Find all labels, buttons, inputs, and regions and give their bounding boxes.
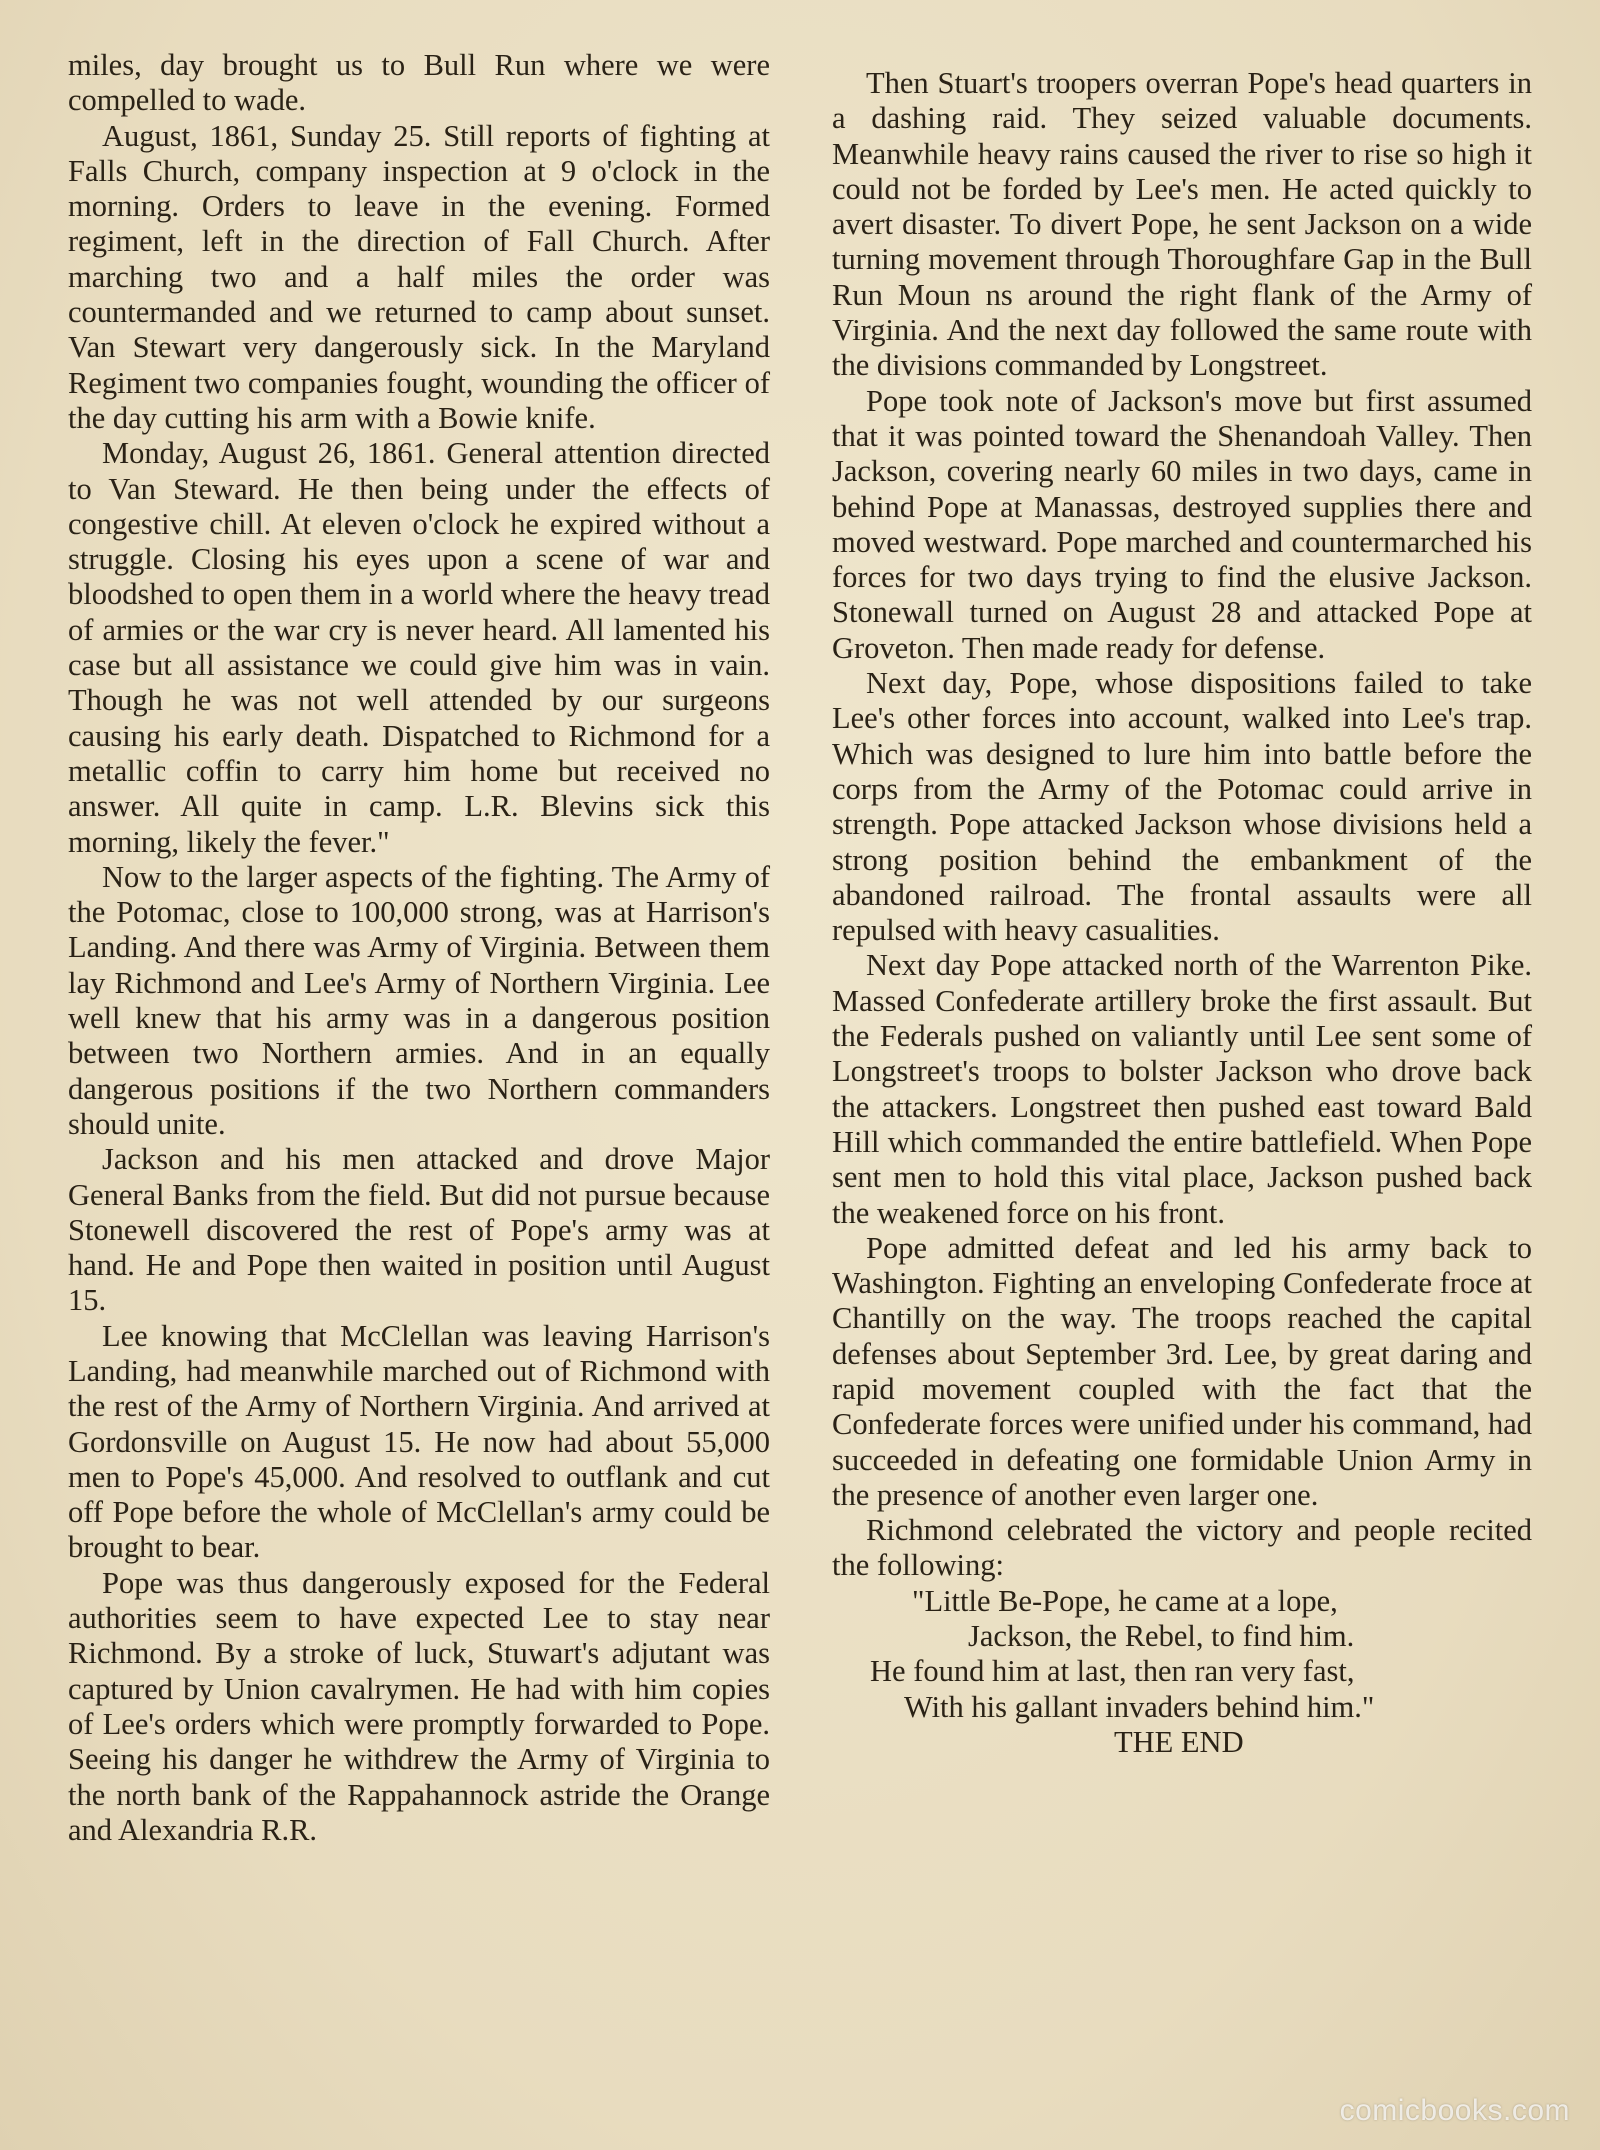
paragraph: Then Stuart's troopers overran Pope's head quarters in a dashing raid. They seized valuable documents. Meanwhile heavy rains caused the river to rise so high it could not be forded by Lee's men. He acted quickly to avert disaster. To divert Pope, he sent Jackson on a wide turning movement through Thoroughfare Gap in the Bull Run Moun ns around the right flank of the Army of Virginia. And the next day followed the same route with the divisions commanded by Longstreet. bbox=[832, 66, 1532, 383]
paragraph: Richmond celebrated the victory and people recited the following: bbox=[832, 1513, 1532, 1583]
paragraph: Lee knowing that McClellan was leaving Harrison's Landing, had meanwhile marched out of Richmond with the rest of the Army of Northern Virginia. And arrived at Gordonsville on August 15. He now had about 55,000 men to Pope's 45,000. And resolved to outflank and cut off Pope before the whole of McClellan's army could be brought to bear. bbox=[68, 1318, 770, 1565]
paragraph: August, 1861, Sunday 25. Still reports of fighting at Falls Church, company inspection at 9 o'clock in the morning. Orders to leave in the evening. Formed regiment, left in the direction of Fall Church. After marching two and a half miles the order was countermanded and we returned to camp about sunset. Van Stewart very dangerously sick. In the Maryland Regiment two companies fought, wounding the officer of the day cutting his arm with a Bowie knife. bbox=[68, 118, 770, 435]
verse-line: Jackson, the Rebel, to find him. bbox=[968, 1619, 1355, 1654]
verse-line: He found him at last, then ran very fast, bbox=[870, 1654, 1355, 1689]
paragraph: Now to the larger aspects of the fighting. The Army of the Potomac, close to 100,000 strong, was at Harrison's Landing. And there was Army of Virginia. Between them lay Richmond and Lee's Army of Northern Virginia. Lee well knew that his army was in a dangerous position between two Northern armies. And in an equally dangerous positions if the two Northern commanders should unite. bbox=[68, 859, 770, 1141]
paragraph: Pope admitted defeat and led his army back to Washington. Fighting an enveloping Confederate froce at Chantilly on the way. The troops reached the capital defenses about September 3rd. Lee, by great daring and rapid movement coupled with the fact that the Confederate forces were unified under his command, had succeeded in defeating one formidable Union Army in the presence of another even larger one. bbox=[832, 1230, 1532, 1512]
left-column bbox=[68, 48, 770, 1848]
verse-line: "Little Be-Pope, he came at a lope, bbox=[912, 1583, 1338, 1618]
paragraph: Monday, August 26, 1861. General attention directed to Van Steward. He then being under the effects of congestive chill. At eleven o'clock he expired without a struggle. Closing his eyes upon a scene of war and bloodshed to open them in a world where the heavy tread of armies or the war cry is never heard. All lamented his case but all assistance we could give him was in vain. Though he was not well attended by our surgeons causing his early death. Dispatched to Richmond for a metallic coffin to carry him home but received no answer. All quite in camp. L.R. Blevins sick this morning, likely the fever." bbox=[68, 436, 770, 859]
paragraph: Next day Pope attacked north of the Warrenton Pike. Massed Confederate artillery broke the first assault. But the Federals pushed on valiantly until Lee sent some of Longstreet's troops to bolster Jackson who drove back the attackers. Longstreet then pushed east toward Bald Hill which commanded the entire battlefield. When Pope sent men to hold this vital place, Jackson pushed back the weakened force on his front. bbox=[832, 948, 1532, 1230]
watermark-text: comicbooks.com bbox=[1339, 2094, 1570, 2127]
paragraph: Pope was thus dangerously exposed for the Federal authorities seem to have expected Lee to stay near Richmond. By a stroke of luck, Stuwart's adjutant was captured by Union cavalrymen. He had with him copies of Lee's orders which were promptly forwarded to Pope. Seeing his danger he withdrew the Army of Virginia to the north bank of the Rappahannock astride the Orange and Alexandria R.R. bbox=[68, 1565, 770, 1847]
paragraph: Next day, Pope, whose dispositions failed to take Lee's other forces into account, walked into Lee's trap. Which was designed to lure him into battle before the corps from the Army of the Potomac could arrive in strength. Pope attacked Jackson whose divisions held a strong position behind the embankment of the abandoned railroad. The frontal assaults were all repulsed with heavy casualities. bbox=[832, 666, 1532, 948]
paragraph: Pope took note of Jackson's move but first assumed that it was pointed toward the Shenandoah Valley. Then Jackson, covering nearly 60 miles in two days, came in behind Pope at Manassas, destroyed supplies there and moved westward. Pope marched and countermarched his forces for two days trying to find the elusive Jackson. Stonewall turned on August 28 and attacked Pope at Groveton. Then made ready for defense. bbox=[832, 383, 1532, 665]
verse-line: With his gallant invaders behind him." bbox=[904, 1689, 1375, 1724]
paragraph: Jackson and his men attacked and drove Major General Banks from the field. But did not pursue because Stonewell discovered the rest of Pope's army was at hand. He and Pope then waited in position until August 15. bbox=[68, 1142, 770, 1318]
right-column bbox=[832, 66, 1532, 1760]
the-end-label: THE END bbox=[1114, 1724, 1244, 1759]
paragraph: miles, day brought us to Bull Run where we were compelled to wade. bbox=[68, 48, 770, 118]
verse-block bbox=[832, 1584, 1532, 1725]
